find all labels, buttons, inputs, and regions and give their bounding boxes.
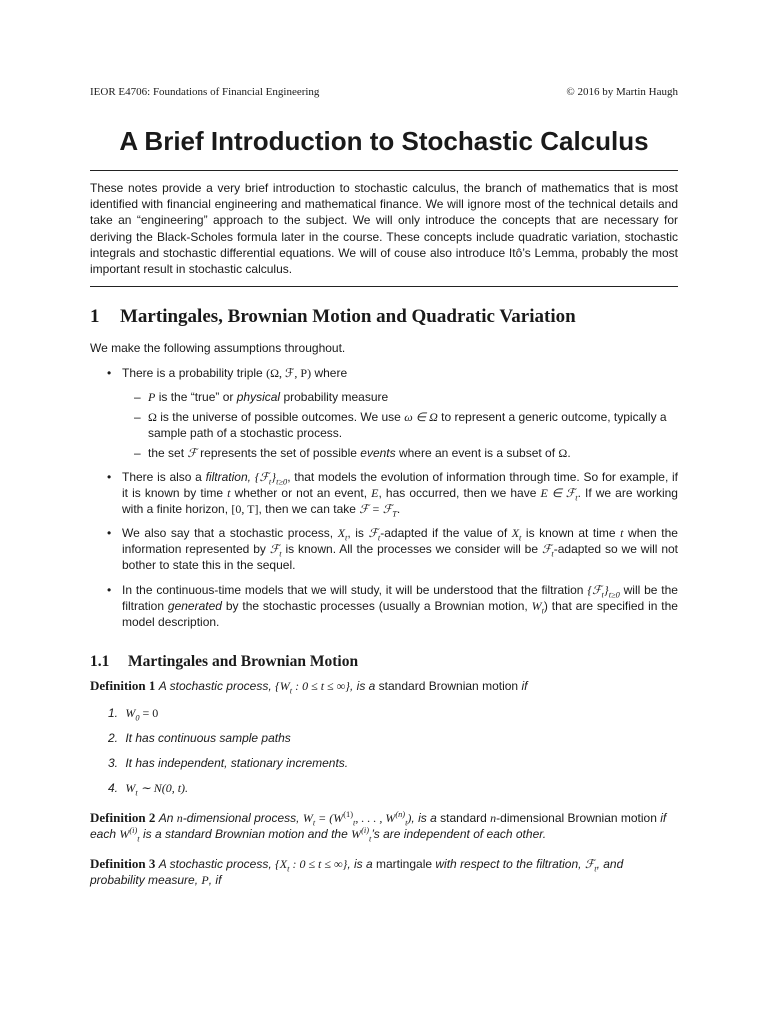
subsection-heading	[90, 653, 358, 671]
definition-3: Definition 3 A stochastic process, {$X_t$ : 0 ≤ t ≤ ∞}, is a martingale with respect to the filtration, ℱ$_t$, and probability measure, P, if	[90, 856, 624, 887]
math-expression: (Ω, ℱ, P)	[266, 366, 312, 380]
enumerated-item: 1. $W_0 = 0$	[108, 706, 159, 723]
bullet-icon: •	[107, 470, 112, 484]
bullet-icon: •	[107, 366, 112, 380]
definition-1: Definition 1 A stochastic process, {$W_t$ : 0 ≤ t ≤ ∞}, is a standard Brownian motion if	[90, 678, 528, 696]
enumerated-item: 2. It has continuous sample paths	[108, 731, 291, 745]
copyright-header: © 2016 by Martin Haugh	[566, 86, 678, 98]
sub-list-item: – P is the “true” or physical probability measure	[134, 390, 389, 404]
abstract-paragraph: These notes provide a very brief introduction to stochastic calculus, the branch of mathematics that is most identified with financial engineering and mathematical finance. We will ignore most of the technical details and take an “engineering” approach to the subject. We will only introduce the concepts that are necessary for deriving the Black-Scholes formula later in the course. These concepts include quadratic variation, stochastic integrals and stochastic differential equations. We will of couse also introduce Itô’s Lemma, probably the most important result in stochastic calculus.	[90, 181, 678, 277]
definition-label: Definition 2	[90, 810, 156, 825]
dash-icon: –	[134, 410, 141, 424]
list-item: • In the continuous-time models that we will study, it will be understood that the filtration $\{ℱ_t\}_{t\ge 0}$ will be the filtration generated by the stochastic processes (usually a Brownian motion, $W_t$) that are specified in the model description.	[107, 583, 678, 629]
definition-label: Definition 1	[90, 678, 156, 693]
title-rule-top	[90, 170, 678, 171]
course-header: IEOR E4706: Foundations of Financial Engineering	[90, 86, 320, 98]
intro-paragraph: We make the following assumptions throughout.	[90, 341, 346, 355]
list-item: • There is a probability triple (Ω, ℱ, P) where	[107, 366, 348, 380]
bullet-icon: •	[107, 526, 112, 540]
enumerated-item: 3. It has independent, stationary increments.	[108, 756, 349, 770]
running-header	[90, 86, 678, 98]
list-item: • There is also a filtration, $\{ℱ_t\}_{t\ge 0}$, that models the evolution of information through time. So for example, if it is known by time t whether or not an event, E, has occurred, then we have E ∈ ℱ$_t$. If we are working with a finite horizon, [0, T], then we can take ℱ = ℱ$_T$.	[107, 470, 679, 519]
abstract-rule-bottom	[90, 286, 678, 287]
subsection-number: 1.1	[90, 653, 110, 670]
section-number: 1	[90, 306, 100, 327]
dash-icon: –	[134, 446, 141, 460]
subsection-title: Martingales and Brownian Motion	[128, 653, 359, 670]
sub-list-item: – the set ℱ represents the set of possible events where an event is a subset of Ω.	[134, 446, 571, 460]
enumerated-item: 4. $W_t$ ∼ N(0, t).	[108, 781, 189, 798]
definition-2: Definition 2 An n-dimensional process, $W_t = (W^{(1)}_t$, . . . , $W^{(n)}_t$), is a standard n-dimensional Brownian motion if each $W^{(i)}_t$ is a standard Brownian motion and the $W^{(i)}_t’s$ are independent of each other.	[90, 810, 667, 844]
list-item: • We also say that a stochastic process, $X_t$, is ℱ$_t$-adapted if the value of $X_t$ is known at time t when the information represented by ℱ$_t$ is known. All the processes we consider will be ℱ$_t$-adapted so we will not bother to state this in the sequel.	[107, 526, 679, 572]
bullet-icon: •	[107, 583, 112, 597]
definition-label: Definition 3	[90, 856, 156, 871]
section-heading	[90, 306, 576, 328]
section-title: Martingales, Brownian Motion and Quadratic Variation	[120, 306, 576, 327]
dash-icon: –	[134, 390, 141, 404]
sub-list-item: – Ω is the universe of possible outcomes. We use ω ∈ Ω to represent a generic outcome, typically a sample path of a stochastic process.	[134, 410, 667, 440]
page-title: A Brief Introduction to Stochastic Calculus	[119, 126, 649, 156]
